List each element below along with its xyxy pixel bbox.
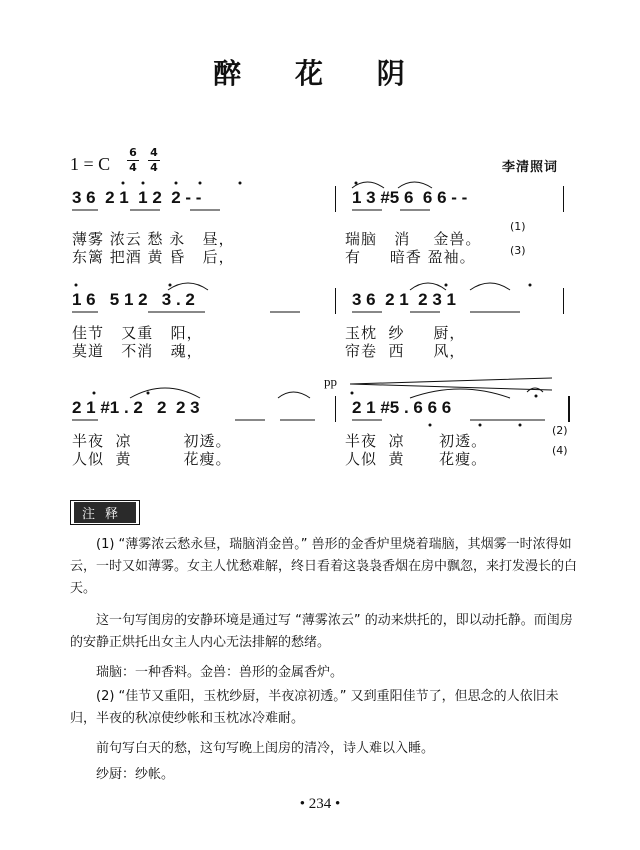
page-number: • 234 • [299, 796, 341, 812]
row2-lyrics-verse1-b: 玉枕 纱 厨， [345, 324, 466, 342]
row1-notes-measure2: 1 3 #5 6 6 6 - - [352, 188, 468, 207]
row3-lyrics-verse2: 人似 黄 花瘦。 [72, 450, 232, 468]
annotation-paragraph: 这一句写闺房的安静环境是通过写 “薄雾浓云” 的动来烘托的，即以动托静。而闺房的安静正烘托出女主人内心无法排解的愁绪。 [70, 613, 573, 650]
row2-lyrics-verse2-b: 帘卷 西 风， [345, 342, 466, 360]
row1-notes-measure1: 3 6 2 1 1 2 2 - - [72, 188, 202, 207]
row2-notes-measure2: 3 6 2 1 2 3 1 [352, 290, 456, 309]
time-signature-4: 4 4 [148, 146, 160, 175]
row3-notes-measure1: 2 1 #1 . 2 2 2 3 [72, 398, 200, 417]
row1-lyrics-verse2: 东篱 把酒 黄 昏 后， [72, 248, 235, 266]
lyricist: 李清照词 [502, 160, 559, 175]
annotation-paragraph: (2) “佳节又重阳，玉枕纱厨，半夜凉初透。” 又到重阳佳节了，但思念的人依旧未归，半夜的秋凉使纱帐和玉枕冰冷难耐。 [70, 689, 559, 726]
row1-lyrics-verse1-b: 瑞脑 消 金兽。 [345, 230, 482, 248]
row3-lyrics-verse1: 半夜 凉 初透。 [72, 432, 232, 450]
key-signature: 1 = C [70, 154, 111, 174]
row2-lyrics-verse2: 莫道 不消 魂， [72, 342, 203, 360]
footnote-ref-1: (1) [510, 220, 526, 233]
row2-notes-measure1: 1 6 5 1 2 3 . 2 [72, 290, 195, 309]
footnote-ref-3: (3) [510, 244, 526, 257]
footnote-ref-2: (2) [552, 424, 568, 437]
annotation-paragraph: (1) “薄雾浓云愁永昼，瑞脑消金兽。” 兽形的金香炉里烧着瑞脑，其烟雾一时浓得如云，一时又如薄雾。女主人忧愁难解，终日看着这袅袅香烟在房中飘忽，来打发漫长的白天。 [70, 537, 578, 596]
row3-notes-measure2: 2 1 #5 . 6 6 6 [352, 398, 452, 417]
dynamic-marking: pp [324, 374, 337, 389]
row1-lyrics-verse2-b: 有 暗香 盈袖。 [345, 248, 476, 266]
row2-lyrics-verse1: 佳节 又重 阳， [72, 324, 203, 342]
annotation-paragraph: 纱厨：纱帐。 [96, 767, 175, 782]
row1-lyrics-verse1: 薄雾 浓云 愁 永 昼， [72, 230, 235, 248]
row3-lyrics-verse2-b: 人似 黄 花瘦。 [345, 450, 488, 468]
time-signature-6: 6 4 [127, 146, 139, 175]
footnote-ref-4: (4) [552, 444, 568, 457]
section-tag: 注释 [70, 500, 140, 525]
song-title: 醉 花 阴 [213, 57, 427, 90]
annotation-paragraph: 瑞脑：一种香料。金兽：兽形的金属香炉。 [96, 665, 344, 680]
row3-lyrics-verse1-b: 半夜 凉 初透。 [345, 432, 488, 450]
annotation-paragraph: 前句写白天的愁，这句写晚上闺房的清冷，诗人难以入睡。 [96, 741, 435, 756]
